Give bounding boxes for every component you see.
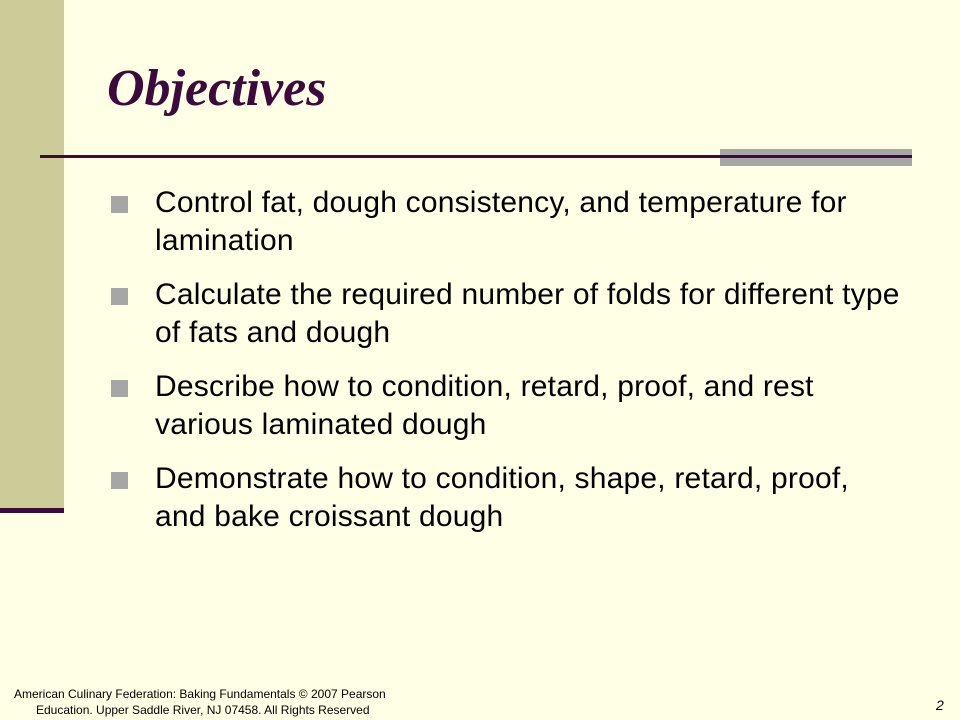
bullet-text: Demonstrate how to condition, shape, retard, proof, and bake croissant dough <box>155 462 849 533</box>
bullet-text: Calculate the required number of folds for different type of fats and dough <box>155 278 900 349</box>
page-number: 2 <box>936 697 944 713</box>
bullet-item <box>108 368 908 444</box>
footer-line-1: American Culinary Federation: Baking Fundamentals © 2007 Pearson <box>14 687 386 701</box>
bullet-item <box>108 460 908 536</box>
square-bullet-icon <box>111 288 128 305</box>
left-decorative-band <box>0 0 64 510</box>
bullet-list <box>108 184 908 552</box>
bullet-text: Describe how to condition, retard, proof, and rest various laminated dough <box>155 370 814 441</box>
left-band-underline <box>0 508 64 513</box>
footer-line-2: Education. Upper Saddle River, NJ 07458. All Rights Reserved <box>36 703 370 717</box>
slide-title: Objectives <box>107 60 327 117</box>
square-bullet-icon <box>111 380 128 397</box>
bullet-text: Control fat, dough consistency, and temperature for lamination <box>155 186 847 257</box>
square-bullet-icon <box>111 196 128 213</box>
footer-copyright <box>14 686 386 718</box>
square-bullet-icon <box>111 472 128 489</box>
bullet-item <box>108 276 908 352</box>
bullet-item <box>108 184 908 260</box>
title-divider-accent <box>720 149 912 166</box>
